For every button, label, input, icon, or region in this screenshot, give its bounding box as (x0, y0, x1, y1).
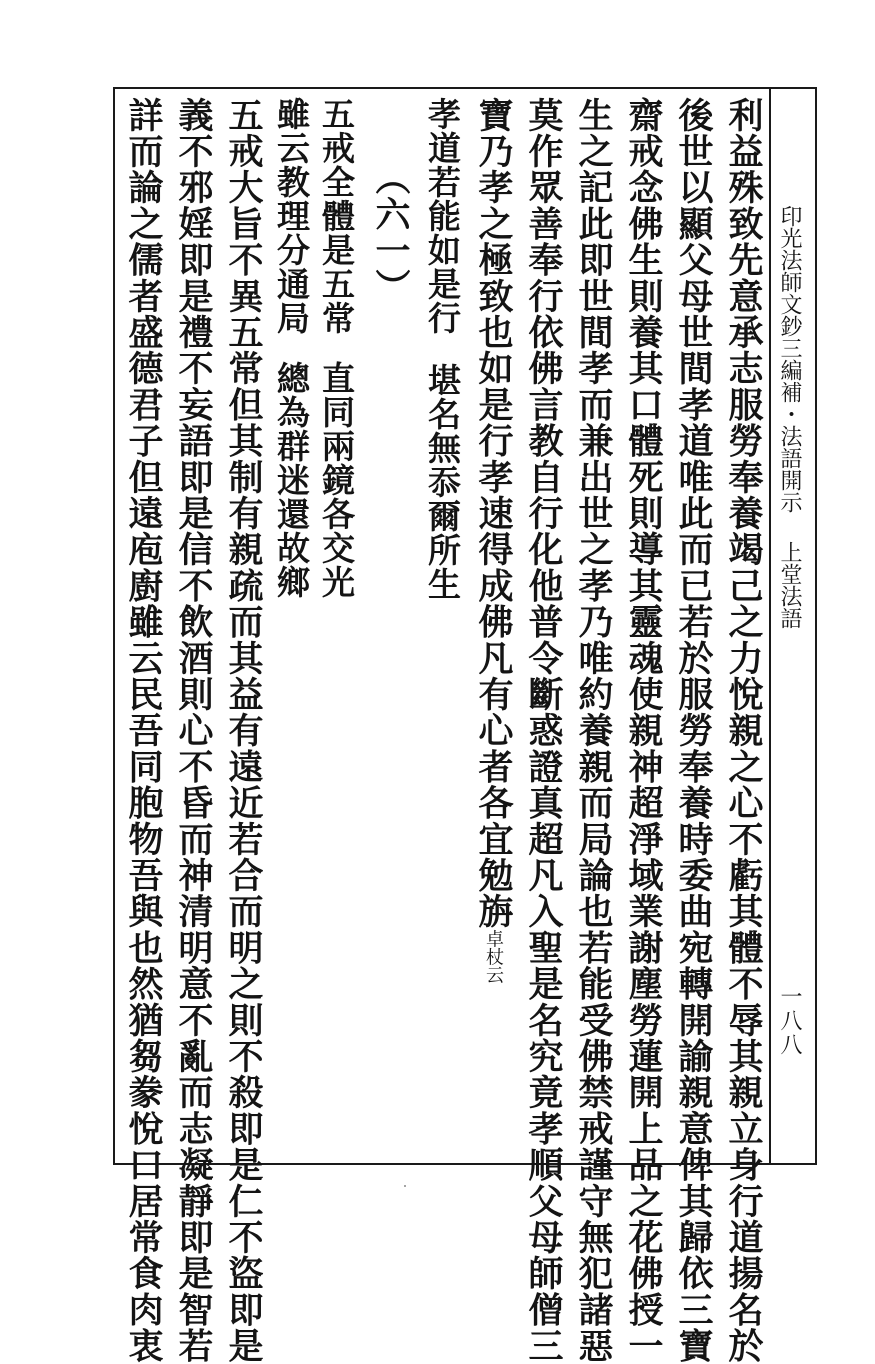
page-number: 一八八 (777, 985, 802, 1057)
text-column-4: 生之記此即世間孝而兼出世之孝乃唯約養親而局論也若能受佛禁戒謹守無犯諸惡 (573, 97, 614, 1364)
gatha-1-line-1: 孝道若能如是行 (423, 97, 462, 335)
text-column-2: 後世以顯父母世間孝道唯此而已若於服勞奉養時委曲宛轉開諭親意俾其歸依三寶 (673, 97, 714, 1364)
speck (404, 1185, 406, 1187)
text-column-5: 莫作眾善奉行依佛言教自行化他普令斷惑證真超凡入聖是名究竟孝順父母師僧三 (523, 97, 564, 1364)
text-column-9: 詳而論之儒者盛德君子但遠庖廚雖云民吾同胞物吾與也然猶芻豢悅口居常食肉衷 (123, 97, 164, 1364)
gatha-1 (423, 97, 462, 601)
gatha-2-line-1b: 直同兩鏡各交光 (317, 361, 356, 599)
text-column-8: 義不邪婬即是禮不妄語即是信不飲酒則心不昏而神清明意不亂而志凝靜即是智若 (173, 97, 214, 1364)
section-number: （六一） (370, 160, 411, 305)
text-column-6-body: 寶乃孝之極致也如是行孝速得成佛凡有心者各宜勉旃 (473, 97, 514, 930)
book-title: 印光法師文鈔三編補・法語開示 (777, 205, 802, 513)
text-column-6 (473, 97, 514, 984)
gatha-2-line-2a: 雖云教理分通局 (272, 97, 311, 335)
header-divider (769, 87, 771, 1165)
section-title: 上堂法語 (777, 541, 802, 629)
text-column-3: 齋戒念佛生則養其口體死則導其靈魂使親神超淨域業謝塵勞蓮開上品之花佛授一 (623, 97, 664, 1364)
text-column-7: 五戒大旨不異五常但其制有親疏而其益有遠近若合而明之則不殺即是仁不盜即是 (223, 97, 264, 1364)
gatha-2-line-2b: 總為群迷還故鄉 (272, 361, 311, 599)
text-column-1: 利益殊致先意承志服勞奉養竭己之力悅親之心不虧其體不辱其親立身行道揚名於 (723, 97, 764, 1364)
staff-note: 卓杖云 (483, 929, 504, 984)
gatha-2-line-1a: 五戒全體是五常 (317, 97, 356, 335)
running-head (778, 205, 800, 629)
gatha-1-line-2: 堪名無忝爾所生 (423, 363, 462, 601)
gatha-2-line-1 (317, 97, 356, 599)
gatha-2-line-2 (272, 97, 311, 599)
